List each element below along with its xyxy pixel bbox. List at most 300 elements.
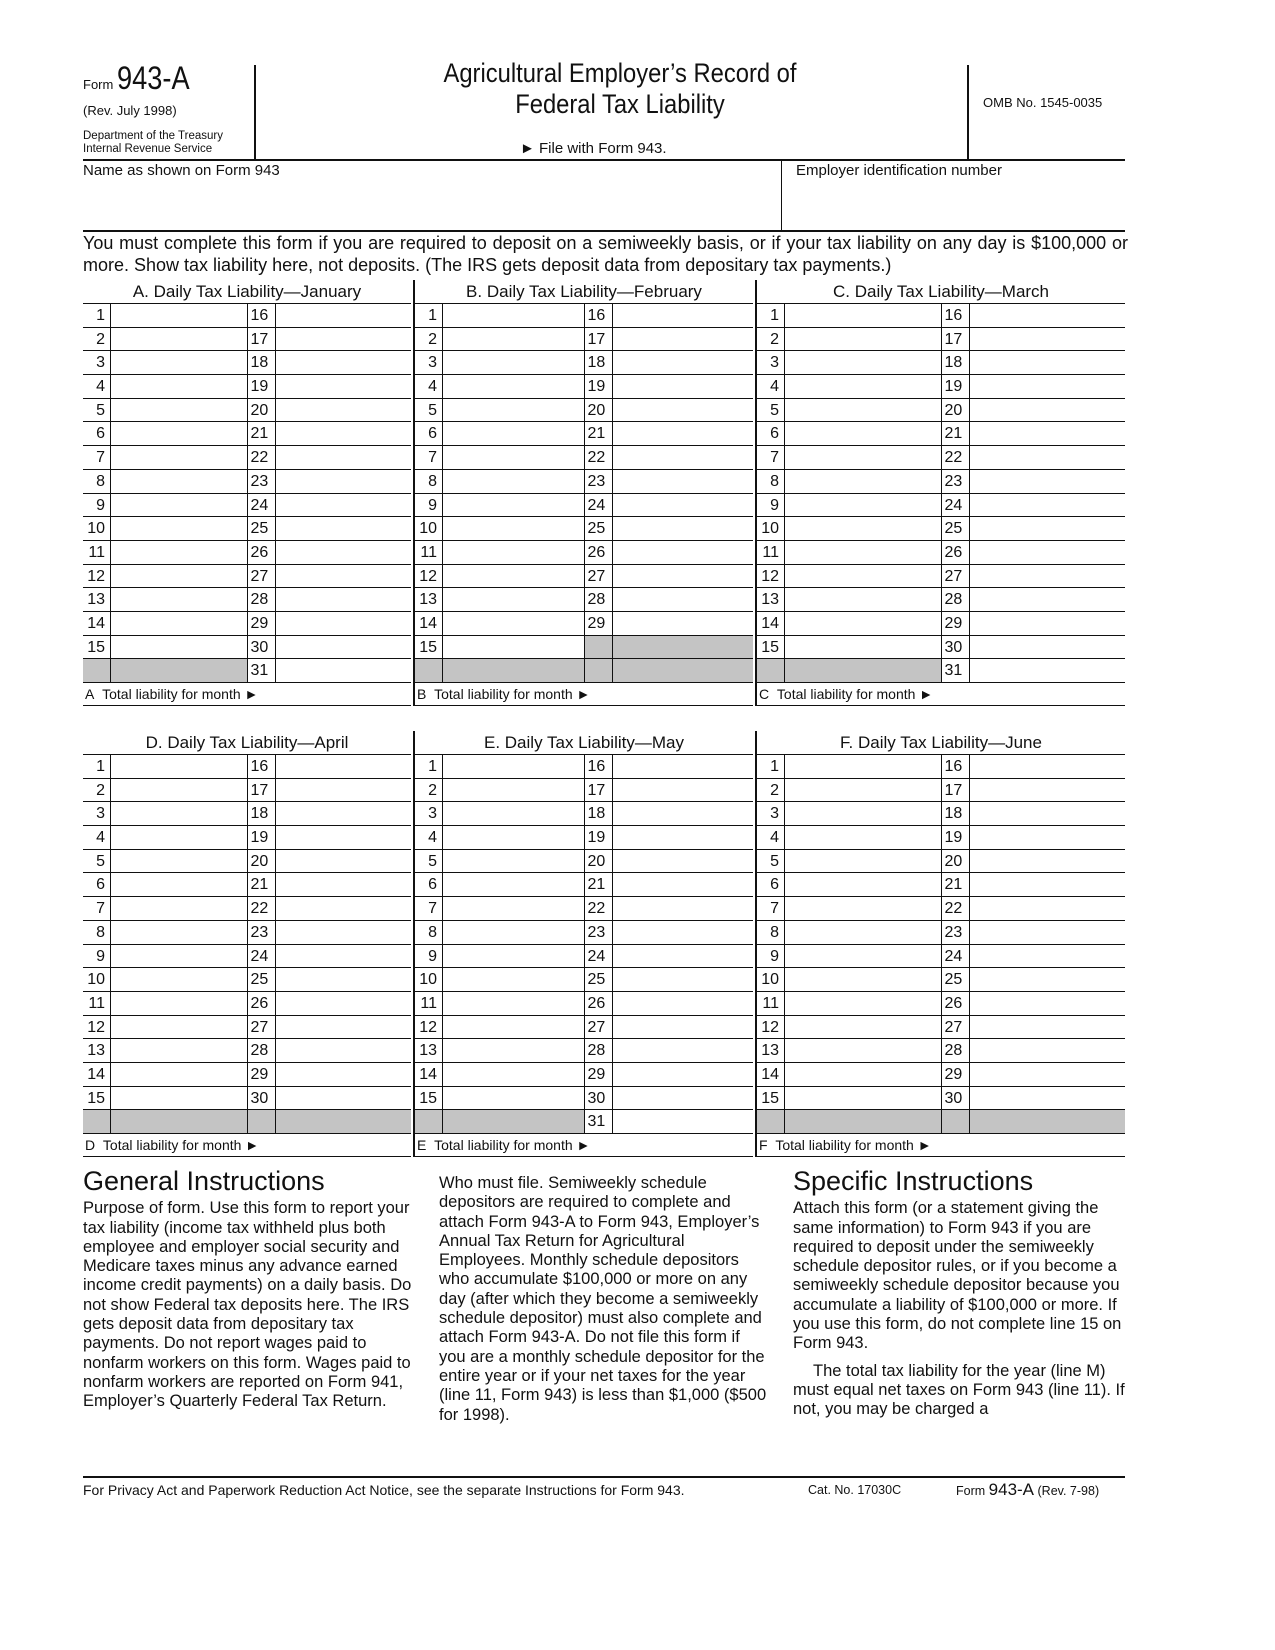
- day-amount-field[interactable]: [613, 1063, 754, 1086]
- day-label: 25: [585, 517, 613, 540]
- day-label: 25: [585, 968, 613, 991]
- day-amount-field[interactable]: [443, 399, 585, 422]
- day-amount-field[interactable]: [970, 636, 1126, 659]
- day-label: 6: [415, 873, 443, 896]
- day-amount-field[interactable]: [785, 1087, 942, 1110]
- day-label: 3: [415, 351, 443, 374]
- day-label: 9: [757, 945, 785, 968]
- total-liability-field[interactable]: [83, 1134, 411, 1157]
- day-amount-field[interactable]: [785, 1063, 942, 1086]
- day-amount-field[interactable]: [111, 1016, 248, 1039]
- day-amount-field[interactable]: [785, 779, 942, 802]
- day-amount-field[interactable]: [443, 755, 585, 778]
- table-row: [757, 375, 1125, 399]
- day-label: 8: [415, 921, 443, 944]
- day-amount-field[interactable]: [970, 446, 1126, 469]
- file-with: ► File with Form 943.: [520, 140, 667, 157]
- day-amount-field[interactable]: [276, 659, 412, 682]
- day-amount-field[interactable]: [443, 328, 585, 351]
- table-row: [83, 779, 411, 803]
- day-amount-field[interactable]: [785, 470, 942, 493]
- day-amount-field[interactable]: [276, 945, 412, 968]
- day-label: 1: [83, 304, 111, 327]
- day-amount-field[interactable]: [111, 968, 248, 991]
- table-row: [83, 802, 411, 826]
- day-amount-field[interactable]: [443, 1087, 585, 1110]
- day-amount-field[interactable]: [785, 446, 942, 469]
- day-amount-field[interactable]: [613, 517, 754, 540]
- table-row: [757, 1063, 1125, 1087]
- total-liability-field[interactable]: [83, 683, 411, 706]
- day-amount-field[interactable]: [276, 897, 412, 920]
- day-amount-field[interactable]: [785, 541, 942, 564]
- day-amount-field[interactable]: [785, 945, 942, 968]
- day-amount-field[interactable]: [970, 945, 1126, 968]
- day-label: 17: [942, 328, 970, 351]
- day-amount-field[interactable]: [276, 755, 412, 778]
- day-amount-field[interactable]: [613, 992, 754, 1015]
- day-amount-field[interactable]: [111, 351, 248, 374]
- day-label: 23: [248, 921, 276, 944]
- day-amount-field[interactable]: [443, 850, 585, 873]
- day-amount-field[interactable]: [785, 565, 942, 588]
- day-amount-field[interactable]: [785, 351, 942, 374]
- day-label: 2: [83, 328, 111, 351]
- day-amount-field[interactable]: [785, 1039, 942, 1062]
- day-amount-field[interactable]: [970, 588, 1126, 611]
- day-label: 1: [83, 755, 111, 778]
- day-label: 5: [83, 850, 111, 873]
- month-panel-b: [413, 280, 753, 706]
- day-amount-field[interactable]: [111, 992, 248, 1015]
- day-amount-field[interactable]: [613, 826, 754, 849]
- day-label: 15: [415, 1087, 443, 1110]
- day-amount-field[interactable]: [970, 399, 1126, 422]
- day-amount-field[interactable]: [785, 612, 942, 635]
- day-label: 30: [942, 1087, 970, 1110]
- day-amount-field[interactable]: [276, 446, 412, 469]
- day-amount-field[interactable]: [613, 494, 754, 517]
- total-label: Total liability for month ►: [434, 686, 591, 702]
- day-amount-field[interactable]: [613, 541, 754, 564]
- day-label: [248, 1110, 276, 1133]
- day-amount-field[interactable]: [785, 826, 942, 849]
- day-label: 6: [83, 873, 111, 896]
- day-amount-field[interactable]: [111, 612, 248, 635]
- day-amount-field[interactable]: [111, 422, 248, 445]
- day-amount-field[interactable]: [276, 517, 412, 540]
- day-amount-field[interactable]: [785, 375, 942, 398]
- day-label: 25: [248, 517, 276, 540]
- day-label: 9: [757, 494, 785, 517]
- day-label: 20: [248, 399, 276, 422]
- day-amount-field[interactable]: [111, 826, 248, 849]
- day-amount-field[interactable]: [276, 351, 412, 374]
- total-liability-field[interactable]: [757, 1134, 1125, 1157]
- day-amount-field[interactable]: [613, 422, 754, 445]
- day-amount-field[interactable]: [613, 945, 754, 968]
- day-amount-field: [785, 1110, 942, 1133]
- day-label: 19: [248, 826, 276, 849]
- day-label: 10: [757, 968, 785, 991]
- name-field[interactable]: [83, 162, 781, 230]
- day-amount-field[interactable]: [970, 612, 1126, 635]
- day-amount-field[interactable]: [276, 826, 412, 849]
- total-liability-field[interactable]: [415, 683, 753, 706]
- day-amount-field[interactable]: [785, 968, 942, 991]
- day-amount-field[interactable]: [111, 304, 248, 327]
- day-label: 2: [415, 779, 443, 802]
- title-line-2: Federal Tax Liability: [515, 89, 725, 119]
- day-label: [757, 1110, 785, 1133]
- table-row: [757, 517, 1125, 541]
- day-label: 13: [757, 588, 785, 611]
- day-amount-field[interactable]: [443, 446, 585, 469]
- day-amount-field[interactable]: [111, 802, 248, 825]
- day-amount-field[interactable]: [111, 945, 248, 968]
- table-row: [83, 945, 411, 969]
- day-amount-field[interactable]: [613, 779, 754, 802]
- day-amount-field[interactable]: [111, 375, 248, 398]
- day-amount-field[interactable]: [970, 517, 1126, 540]
- day-amount-field[interactable]: [111, 873, 248, 896]
- table-row: [83, 328, 411, 352]
- day-label: 21: [942, 422, 970, 445]
- day-amount-field[interactable]: [276, 304, 412, 327]
- day-label: 19: [585, 826, 613, 849]
- table-row: [757, 470, 1125, 494]
- day-amount-field[interactable]: [111, 1087, 248, 1110]
- day-amount-field[interactable]: [613, 755, 754, 778]
- day-amount-field[interactable]: [613, 351, 754, 374]
- day-amount-field[interactable]: [613, 328, 754, 351]
- day-amount-field[interactable]: [613, 802, 754, 825]
- day-amount-field[interactable]: [785, 897, 942, 920]
- table-row: [757, 1110, 1125, 1134]
- day-amount-field[interactable]: [111, 897, 248, 920]
- day-amount-field[interactable]: [970, 992, 1126, 1015]
- table-row: [757, 446, 1125, 470]
- day-amount-field[interactable]: [970, 470, 1126, 493]
- total-liability-field[interactable]: [757, 683, 1125, 706]
- day-label: 22: [585, 897, 613, 920]
- day-amount-field[interactable]: [443, 565, 585, 588]
- day-amount-field[interactable]: [443, 1063, 585, 1086]
- day-label: 26: [248, 992, 276, 1015]
- day-label: 30: [585, 1087, 613, 1110]
- day-label: 11: [83, 992, 111, 1015]
- day-amount-field[interactable]: [970, 328, 1126, 351]
- day-amount-field[interactable]: [613, 873, 754, 896]
- table-row: [757, 328, 1125, 352]
- day-amount-field[interactable]: [970, 494, 1126, 517]
- month-title: E. Daily Tax Liability—May: [415, 731, 753, 755]
- day-label: 4: [83, 375, 111, 398]
- day-amount-field[interactable]: [613, 375, 754, 398]
- day-label: 14: [415, 612, 443, 635]
- day-label: 10: [83, 517, 111, 540]
- day-amount-field[interactable]: [613, 1039, 754, 1062]
- day-amount-field[interactable]: [443, 351, 585, 374]
- day-label: 1: [757, 755, 785, 778]
- day-amount-field[interactable]: [613, 470, 754, 493]
- day-amount-field[interactable]: [785, 755, 942, 778]
- day-amount-field[interactable]: [613, 921, 754, 944]
- day-label: 10: [415, 517, 443, 540]
- table-row: [83, 850, 411, 874]
- day-amount-field[interactable]: [785, 399, 942, 422]
- form-label: Form: [83, 77, 114, 92]
- day-amount-field[interactable]: [111, 755, 248, 778]
- day-amount-field[interactable]: [276, 612, 412, 635]
- day-amount-field[interactable]: [276, 1039, 412, 1062]
- day-amount-field[interactable]: [443, 779, 585, 802]
- day-amount-field[interactable]: [970, 850, 1126, 873]
- day-amount-field[interactable]: [785, 636, 942, 659]
- day-label: 13: [757, 1039, 785, 1062]
- day-amount-field[interactable]: [613, 588, 754, 611]
- day-amount-field[interactable]: [111, 588, 248, 611]
- day-amount-field[interactable]: [276, 968, 412, 991]
- day-label: 19: [585, 375, 613, 398]
- title-line-1: Agricultural Employer’s Record of: [443, 58, 797, 88]
- day-label: 20: [942, 399, 970, 422]
- day-amount-field[interactable]: [970, 826, 1126, 849]
- day-amount-field[interactable]: [970, 1063, 1126, 1086]
- day-amount-field[interactable]: [970, 659, 1126, 682]
- day-label: 12: [83, 565, 111, 588]
- day-label: 5: [415, 399, 443, 422]
- day-amount-field[interactable]: [276, 1016, 412, 1039]
- day-amount-field[interactable]: [111, 565, 248, 588]
- specific-text-1: Attach this form (or a statement giving the same information) to Form 943 if you are required to deposit under the semiweekly schedule depositor rules, or if you become a semiweekly schedule depositor because you accumulate a liability of $100,000 or more. If you use this form, do not complete line 15 on Form 943.: [793, 1199, 1122, 1353]
- day-amount-field[interactable]: [970, 921, 1126, 944]
- total-liability-field[interactable]: [415, 1134, 753, 1157]
- month-title: B. Daily Tax Liability—February: [415, 280, 753, 304]
- day-amount-field[interactable]: [111, 850, 248, 873]
- day-amount-field[interactable]: [111, 494, 248, 517]
- day-amount-field[interactable]: [613, 612, 754, 635]
- day-amount-field[interactable]: [276, 921, 412, 944]
- table-row: [757, 636, 1125, 660]
- day-amount-field[interactable]: [276, 399, 412, 422]
- table-row: [757, 921, 1125, 945]
- day-amount-field[interactable]: [613, 968, 754, 991]
- day-amount-field[interactable]: [276, 636, 412, 659]
- day-amount-field[interactable]: [111, 1039, 248, 1062]
- day-label: 22: [248, 897, 276, 920]
- day-amount-field[interactable]: [613, 1110, 754, 1133]
- day-amount-field[interactable]: [443, 494, 585, 517]
- day-amount-field[interactable]: [443, 375, 585, 398]
- day-amount-field[interactable]: [111, 1063, 248, 1086]
- table-row: [83, 1039, 411, 1063]
- day-label: 21: [585, 873, 613, 896]
- day-label: 3: [757, 351, 785, 374]
- day-label: 17: [248, 328, 276, 351]
- day-amount-field[interactable]: [111, 399, 248, 422]
- table-row: [83, 968, 411, 992]
- day-amount-field[interactable]: [443, 921, 585, 944]
- day-amount-field[interactable]: [276, 565, 412, 588]
- day-amount-field[interactable]: [970, 1039, 1126, 1062]
- day-amount-field[interactable]: [276, 470, 412, 493]
- day-amount-field[interactable]: [443, 897, 585, 920]
- day-amount-field[interactable]: [276, 494, 412, 517]
- day-label: 8: [83, 470, 111, 493]
- day-label: 19: [942, 826, 970, 849]
- day-amount-field[interactable]: [785, 850, 942, 873]
- day-amount-field[interactable]: [276, 328, 412, 351]
- day-label: 17: [942, 779, 970, 802]
- table-row: [415, 328, 753, 352]
- day-amount-field[interactable]: [970, 422, 1126, 445]
- day-amount-field[interactable]: [443, 873, 585, 896]
- day-amount-field[interactable]: [785, 517, 942, 540]
- day-amount-field[interactable]: [613, 304, 754, 327]
- day-amount-field[interactable]: [443, 304, 585, 327]
- day-amount-field[interactable]: [276, 850, 412, 873]
- day-amount-field[interactable]: [785, 328, 942, 351]
- table-row: [757, 588, 1125, 612]
- day-amount-field[interactable]: [970, 802, 1126, 825]
- day-amount-field[interactable]: [970, 897, 1126, 920]
- day-amount-field[interactable]: [443, 422, 585, 445]
- day-amount-field[interactable]: [970, 351, 1126, 374]
- day-amount-field[interactable]: [443, 992, 585, 1015]
- day-label: 7: [415, 446, 443, 469]
- day-label: 12: [415, 1016, 443, 1039]
- table-row: [83, 494, 411, 518]
- day-amount-field[interactable]: [443, 945, 585, 968]
- day-amount-field[interactable]: [443, 470, 585, 493]
- day-label: 20: [942, 850, 970, 873]
- day-amount-field[interactable]: [443, 517, 585, 540]
- day-amount-field[interactable]: [443, 1016, 585, 1039]
- day-amount-field[interactable]: [785, 494, 942, 517]
- privacy-notice: For Privacy Act and Paperwork Reduction Act Notice, see the separate Instructions for Form 943.: [83, 1482, 685, 1498]
- day-amount-field[interactable]: [276, 422, 412, 445]
- day-amount-field[interactable]: [970, 541, 1126, 564]
- day-amount-field[interactable]: [613, 399, 754, 422]
- day-amount-field[interactable]: [613, 565, 754, 588]
- day-amount-field[interactable]: [443, 612, 585, 635]
- day-amount-field[interactable]: [970, 1016, 1126, 1039]
- day-amount-field[interactable]: [111, 470, 248, 493]
- day-label: 14: [415, 1063, 443, 1086]
- specific-text-2: The total tax liability for the year (line M) must equal net taxes on Form 943 (line 11). If not, you may be charged a: [793, 1361, 1125, 1419]
- table-row: [415, 1110, 753, 1134]
- month-panel-a: [83, 280, 411, 706]
- day-amount-field[interactable]: [111, 541, 248, 564]
- day-amount-field[interactable]: [111, 517, 248, 540]
- day-amount-field[interactable]: [276, 541, 412, 564]
- month-panel-d: [83, 731, 411, 1157]
- day-amount-field[interactable]: [970, 779, 1126, 802]
- table-row: [415, 1063, 753, 1087]
- table-row: [415, 1039, 753, 1063]
- day-amount-field[interactable]: [785, 921, 942, 944]
- day-amount-field[interactable]: [785, 1016, 942, 1039]
- day-label: 5: [757, 850, 785, 873]
- day-label: 24: [942, 945, 970, 968]
- day-label: 21: [248, 422, 276, 445]
- footer-form-number: 943-A: [988, 1480, 1035, 1499]
- day-amount-field[interactable]: [443, 826, 585, 849]
- day-label: 26: [585, 992, 613, 1015]
- day-amount-field[interactable]: [613, 1087, 754, 1110]
- day-label: 29: [585, 612, 613, 635]
- day-amount-field[interactable]: [276, 802, 412, 825]
- day-amount-field[interactable]: [785, 992, 942, 1015]
- day-amount-field[interactable]: [785, 422, 942, 445]
- day-amount-field[interactable]: [111, 446, 248, 469]
- day-label: 11: [415, 541, 443, 564]
- day-amount-field[interactable]: [613, 850, 754, 873]
- day-amount-field[interactable]: [970, 873, 1126, 896]
- day-amount-field[interactable]: [443, 802, 585, 825]
- day-label: 20: [248, 850, 276, 873]
- day-amount-field[interactable]: [276, 588, 412, 611]
- table-row: [757, 399, 1125, 423]
- table-row: [415, 897, 753, 921]
- day-amount-field[interactable]: [276, 1087, 412, 1110]
- day-amount-field[interactable]: [276, 1063, 412, 1086]
- day-label: 16: [248, 304, 276, 327]
- day-amount-field[interactable]: [443, 541, 585, 564]
- table-row: [415, 1087, 753, 1111]
- day-amount-field[interactable]: [613, 446, 754, 469]
- day-amount-field[interactable]: [111, 779, 248, 802]
- day-amount-field[interactable]: [111, 636, 248, 659]
- day-amount-field[interactable]: [970, 968, 1126, 991]
- day-amount-field[interactable]: [970, 755, 1126, 778]
- day-amount-field[interactable]: [970, 565, 1126, 588]
- day-label: 26: [942, 992, 970, 1015]
- day-amount-field[interactable]: [443, 1039, 585, 1062]
- day-amount-field[interactable]: [613, 897, 754, 920]
- day-amount-field[interactable]: [970, 375, 1126, 398]
- day-amount-field[interactable]: [443, 968, 585, 991]
- day-label: 21: [585, 422, 613, 445]
- day-amount-field[interactable]: [785, 873, 942, 896]
- day-amount-field[interactable]: [785, 588, 942, 611]
- purpose-text: Purpose of form. Use this form to report your tax liability (income tax withheld plus both employee and employer social security and Medicare taxes minus any advance earned income credit payments) on a daily basis. Do not show Federal tax deposits here. The IRS gets deposit data from depositary tax payments. Do not report wages paid to nonfarm workers on this form. Wages paid to nonfarm workers are reported on Form 941, Employer’s Quarterly Federal Tax Return.: [83, 1199, 412, 1411]
- table-row: [83, 541, 411, 565]
- day-amount-field[interactable]: [276, 992, 412, 1015]
- day-label: 2: [415, 328, 443, 351]
- dept-irs: Internal Revenue Service: [83, 143, 213, 155]
- ein-field[interactable]: [796, 162, 1125, 230]
- day-amount-field[interactable]: [970, 1087, 1126, 1110]
- day-amount-field[interactable]: [785, 304, 942, 327]
- day-amount-field[interactable]: [276, 375, 412, 398]
- total-letter: F: [759, 1137, 768, 1153]
- day-amount-field[interactable]: [111, 328, 248, 351]
- day-amount-field[interactable]: [276, 873, 412, 896]
- day-amount-field[interactable]: [111, 921, 248, 944]
- day-amount-field[interactable]: [785, 802, 942, 825]
- table-row: [415, 541, 753, 565]
- day-amount-field: [111, 1110, 248, 1133]
- day-amount-field[interactable]: [613, 1016, 754, 1039]
- day-amount-field[interactable]: [443, 588, 585, 611]
- day-amount-field[interactable]: [970, 304, 1126, 327]
- day-amount-field[interactable]: [443, 636, 585, 659]
- day-label: 6: [757, 873, 785, 896]
- day-amount-field[interactable]: [276, 779, 412, 802]
- table-row: [757, 494, 1125, 518]
